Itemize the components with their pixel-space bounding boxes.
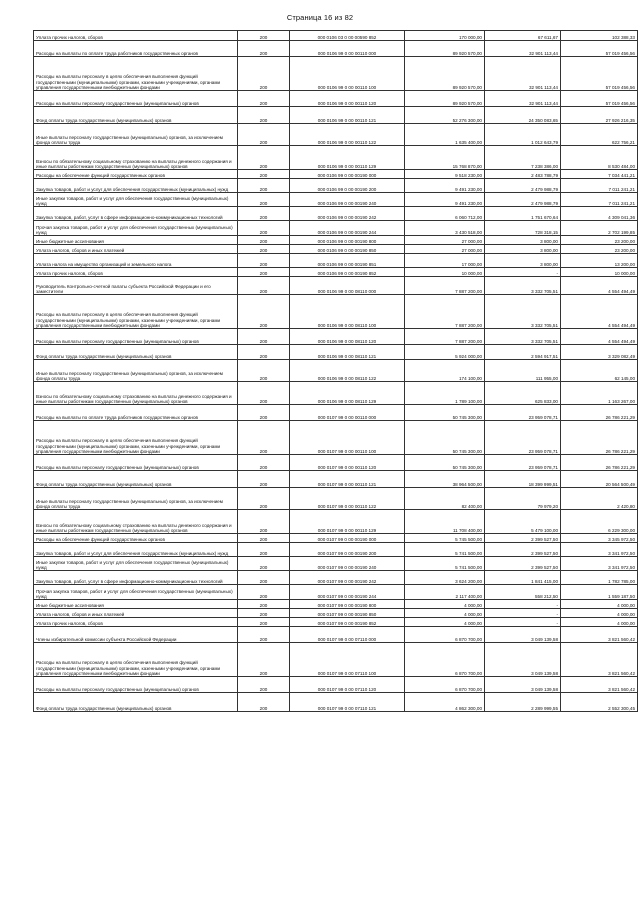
- row-budget-classification-code-cell: 000 0107 99 0 00 00110 120: [290, 455, 405, 471]
- row-approved-amount-cell: 7 887 200,00: [405, 295, 485, 329]
- row-approved-amount-cell: 3 430 518,00: [405, 221, 485, 236]
- row-unexecuted-amount-cell: 3 329 082,49: [561, 345, 638, 360]
- row-budget-classification-code-cell: 000 0106 99 0 00 00190 242: [290, 207, 405, 221]
- row-unexecuted-amount-cell: 7 034 441,21: [561, 170, 638, 179]
- row-line-code-cell: 200: [238, 236, 290, 245]
- row-approved-amount-cell: 7 887 200,00: [405, 329, 485, 345]
- row-executed-amount-cell: 18 399 999,51: [485, 471, 561, 488]
- row-budget-classification-code-cell: 000 0107 99 0 00 00190 850: [290, 609, 405, 618]
- row-unexecuted-amount-cell: 4 309 041,36: [561, 207, 638, 221]
- table-row: [34, 510, 638, 534]
- row-name-cell: Закупка товаров, работ и услуг для обеспечения государственных (муниципальных) нужд: [34, 543, 238, 557]
- row-unexecuted-amount-cell: 3 821 560,42: [561, 677, 638, 693]
- table-row: [34, 405, 638, 421]
- row-budget-classification-code-cell: 000 0106 03 0 00 00590 852: [290, 31, 405, 41]
- row-name-cell: Расходы на выплаты персоналу в целях обеспечения выполнения функций государственными (муниципальными) органами, казенными учреждениями, органами управления государственными внебюджетными фондами: [34, 643, 238, 677]
- row-name-cell: Иные закупки товаров, работ и услуг для обеспечения государственных (муниципальных) нужд: [34, 557, 238, 571]
- table-row: [34, 455, 638, 471]
- row-approved-amount-cell: 9 491 230,00: [405, 193, 485, 207]
- row-name-cell: Руководитель Контрольно-счетной палаты субъекта Российской Федерации и его заместители: [34, 277, 238, 295]
- table-row: [34, 471, 638, 488]
- row-name-cell: Расходы на выплаты персоналу в целях обеспечения выполнения функций государственными (муниципальными) органами, казенными учреждениями, органами управления государственными внебюджетными фондами: [34, 421, 238, 455]
- row-executed-amount-cell: 23 959 078,71: [485, 405, 561, 421]
- row-line-code-cell: 200: [238, 245, 290, 254]
- row-name-cell: Расходы на обеспечение функций государственных органов: [34, 170, 238, 179]
- row-line-code-cell: 200: [238, 221, 290, 236]
- row-unexecuted-amount-cell: 3 341 972,50: [561, 557, 638, 571]
- row-approved-amount-cell: 17 000,00: [405, 254, 485, 268]
- row-name-cell: Иные выплаты персоналу государственных (муниципальных) органов, за исключением фонда оплаты труда: [34, 488, 238, 510]
- row-budget-classification-code-cell: 000 0106 99 0 00 00110 122: [290, 124, 405, 146]
- row-name-cell: Иные закупки товаров, работ и услуг для обеспечения государственных (муниципальных) нужд: [34, 193, 238, 207]
- row-executed-amount-cell: 23 959 078,71: [485, 455, 561, 471]
- row-line-code-cell: 200: [238, 107, 290, 124]
- row-line-code-cell: 200: [238, 360, 290, 382]
- row-line-code-cell: 200: [238, 488, 290, 510]
- row-line-code-cell: 200: [238, 41, 290, 57]
- row-name-cell: Иные бюджетные ассигнования: [34, 236, 238, 245]
- row-unexecuted-amount-cell: 7 011 241,21: [561, 179, 638, 193]
- row-line-code-cell: 200: [238, 627, 290, 643]
- row-executed-amount-cell: -: [485, 618, 561, 627]
- row-unexecuted-amount-cell: 2 702 199,85: [561, 221, 638, 236]
- row-unexecuted-amount-cell: 7 011 241,21: [561, 193, 638, 207]
- row-budget-classification-code-cell: 000 0107 99 0 00 07110 121: [290, 693, 405, 712]
- table-row: [34, 643, 638, 677]
- row-executed-amount-cell: 625 833,00: [485, 382, 561, 405]
- row-unexecuted-amount-cell: 1 559 187,50: [561, 585, 638, 600]
- row-budget-classification-code-cell: 000 0107 99 0 00 00110 000: [290, 405, 405, 421]
- row-line-code-cell: 200: [238, 277, 290, 295]
- table-row: [34, 179, 638, 193]
- row-executed-amount-cell: -: [485, 268, 561, 277]
- row-name-cell: Расходы на выплаты персоналу в целях обеспечения выполнения функций государственными (муниципальными) органами, казенными учреждениями, органами управления государственными внебюджетными фондами: [34, 57, 238, 91]
- row-line-code-cell: 200: [238, 345, 290, 360]
- row-line-code-cell: 200: [238, 382, 290, 405]
- row-approved-amount-cell: 4 000,00: [405, 618, 485, 627]
- table-row: [34, 146, 638, 170]
- row-line-code-cell: 200: [238, 693, 290, 712]
- row-name-cell: Уплата прочих налогов, сборов: [34, 31, 238, 41]
- row-budget-classification-code-cell: 000 0106 99 0 00 00110 000: [290, 41, 405, 57]
- row-approved-amount-cell: 6 870 700,00: [405, 627, 485, 643]
- row-budget-classification-code-cell: 000 0106 99 0 00 08110 129: [290, 382, 405, 405]
- row-approved-amount-cell: 15 768 870,00: [405, 146, 485, 170]
- row-name-cell: Прочая закупка товаров, работ и услуг для обеспечения государственных (муниципальных) нужд: [34, 585, 238, 600]
- row-executed-amount-cell: 558 212,50: [485, 585, 561, 600]
- row-approved-amount-cell: 10 000,00: [405, 268, 485, 277]
- row-name-cell: Уплата налогов, сборов и иных платежей: [34, 609, 238, 618]
- row-unexecuted-amount-cell: 2 552 300,45: [561, 693, 638, 712]
- table-row: [34, 221, 638, 236]
- row-unexecuted-amount-cell: 3 341 972,50: [561, 543, 638, 557]
- table-row: [34, 277, 638, 295]
- row-line-code-cell: 200: [238, 643, 290, 677]
- row-name-cell: Иные выплаты персоналу государственных (муниципальных) органов, за исключением фонда оплаты труда: [34, 124, 238, 146]
- table-row: [34, 236, 638, 245]
- row-line-code-cell: 200: [238, 329, 290, 345]
- row-approved-amount-cell: 5 741 500,00: [405, 543, 485, 557]
- row-line-code-cell: 200: [238, 609, 290, 618]
- row-executed-amount-cell: 23 959 078,71: [485, 421, 561, 455]
- row-budget-classification-code-cell: 000 0106 99 0 00 00190 800: [290, 236, 405, 245]
- row-executed-amount-cell: -: [485, 609, 561, 618]
- row-name-cell: Закупка товаров, работ и услуг для обеспечения государственных (муниципальных) нужд: [34, 179, 238, 193]
- row-line-code-cell: 200: [238, 571, 290, 585]
- row-budget-classification-code-cell: 000 0107 99 0 00 00110 100: [290, 421, 405, 455]
- row-unexecuted-amount-cell: 26 786 221,29: [561, 455, 638, 471]
- row-executed-amount-cell: 1 841 415,00: [485, 571, 561, 585]
- table-row: [34, 245, 638, 254]
- row-name-cell: Иные бюджетные ассигнования: [34, 600, 238, 609]
- row-unexecuted-amount-cell: 3 821 560,42: [561, 643, 638, 677]
- row-executed-amount-cell: 728 318,15: [485, 221, 561, 236]
- row-name-cell: Взносы по обязательному социальному страхованию на выплаты денежного содержания и иные выплаты работникам государственных (муниципальных) органов: [34, 382, 238, 405]
- row-budget-classification-code-cell: 000 0106 99 0 00 00110 120: [290, 91, 405, 107]
- table-row: [34, 600, 638, 609]
- row-approved-amount-cell: 27 000,00: [405, 245, 485, 254]
- row-budget-classification-code-cell: 000 0107 99 0 00 00110 129: [290, 510, 405, 534]
- row-approved-amount-cell: 82 400,00: [405, 488, 485, 510]
- row-line-code-cell: 200: [238, 455, 290, 471]
- table-row: [34, 618, 638, 627]
- row-line-code-cell: 200: [238, 179, 290, 193]
- row-budget-classification-code-cell: 000 0106 99 0 00 00190 244: [290, 221, 405, 236]
- row-name-cell: Члены избирательной комиссии субъекта Российской Федерации: [34, 627, 238, 643]
- row-executed-amount-cell: 2 479 988,79: [485, 179, 561, 193]
- row-executed-amount-cell: 2 483 788,79: [485, 170, 561, 179]
- row-line-code-cell: 200: [238, 534, 290, 543]
- row-line-code-cell: 200: [238, 57, 290, 91]
- row-approved-amount-cell: 3 624 200,00: [405, 571, 485, 585]
- row-budget-classification-code-cell: 000 0107 99 0 00 00190 242: [290, 571, 405, 585]
- row-executed-amount-cell: 3 332 705,51: [485, 295, 561, 329]
- row-budget-classification-code-cell: 000 0106 99 0 00 00190 852: [290, 268, 405, 277]
- row-unexecuted-amount-cell: 2 420,80: [561, 488, 638, 510]
- row-line-code-cell: 200: [238, 91, 290, 107]
- row-budget-classification-code-cell: 000 0106 99 0 00 08110 000: [290, 277, 405, 295]
- table-row: [34, 488, 638, 510]
- row-unexecuted-amount-cell: 6 229 300,00: [561, 510, 638, 534]
- row-approved-amount-cell: 6 870 700,00: [405, 677, 485, 693]
- row-name-cell: Закупка товаров, работ, услуг в сфере информационно-коммуникационных технологий: [34, 207, 238, 221]
- row-unexecuted-amount-cell: 4 000,00: [561, 618, 638, 627]
- row-executed-amount-cell: 3 800,00: [485, 254, 561, 268]
- row-executed-amount-cell: 2 479 988,79: [485, 193, 561, 207]
- row-executed-amount-cell: 111 955,00: [485, 360, 561, 382]
- row-approved-amount-cell: 5 745 500,00: [405, 534, 485, 543]
- row-executed-amount-cell: 3 049 139,58: [485, 627, 561, 643]
- row-line-code-cell: 200: [238, 543, 290, 557]
- row-executed-amount-cell: 32 901 113,44: [485, 57, 561, 91]
- row-name-cell: Иные выплаты персоналу государственных (муниципальных) органов, за исключением фонда оплаты труда: [34, 360, 238, 382]
- row-budget-classification-code-cell: 000 0106 99 0 00 00190 200: [290, 179, 405, 193]
- row-executed-amount-cell: 32 901 113,44: [485, 41, 561, 57]
- row-executed-amount-cell: 79 979,20: [485, 488, 561, 510]
- row-unexecuted-amount-cell: 4 000,00: [561, 600, 638, 609]
- row-executed-amount-cell: 3 332 705,51: [485, 329, 561, 345]
- row-approved-amount-cell: 174 100,00: [405, 360, 485, 382]
- page-number-header: Страница 16 из 82: [286, 13, 354, 22]
- row-budget-classification-code-cell: 000 0107 99 0 00 00110 121: [290, 471, 405, 488]
- row-unexecuted-amount-cell: 20 564 500,49: [561, 471, 638, 488]
- table-row: [34, 254, 638, 268]
- row-executed-amount-cell: -: [485, 600, 561, 609]
- row-name-cell: Фонд оплаты труда государственных (муниципальных) органов: [34, 471, 238, 488]
- row-line-code-cell: 200: [238, 405, 290, 421]
- table-row: [34, 609, 638, 618]
- row-executed-amount-cell: 2 399 527,50: [485, 557, 561, 571]
- row-unexecuted-amount-cell: 27 926 216,35: [561, 107, 638, 124]
- row-name-cell: Уплата прочих налогов, сборов: [34, 268, 238, 277]
- row-approved-amount-cell: 50 745 300,00: [405, 455, 485, 471]
- row-unexecuted-amount-cell: 57 019 456,56: [561, 57, 638, 91]
- row-unexecuted-amount-cell: 4 554 494,49: [561, 329, 638, 345]
- row-executed-amount-cell: 2 399 527,50: [485, 534, 561, 543]
- table-row: [34, 107, 638, 124]
- row-budget-classification-code-cell: 000 0107 99 0 00 07110 120: [290, 677, 405, 693]
- row-executed-amount-cell: 3 049 139,58: [485, 643, 561, 677]
- row-executed-amount-cell: 1 012 643,79: [485, 124, 561, 146]
- row-line-code-cell: 200: [238, 254, 290, 268]
- row-budget-classification-code-cell: 000 0107 99 0 00 00190 000: [290, 534, 405, 543]
- row-approved-amount-cell: 4 000,00: [405, 609, 485, 618]
- row-budget-classification-code-cell: 000 0106 99 0 00 08110 120: [290, 329, 405, 345]
- table-row: [34, 207, 638, 221]
- row-unexecuted-amount-cell: 4 554 494,49: [561, 277, 638, 295]
- row-budget-classification-code-cell: 000 0106 99 0 00 08110 121: [290, 345, 405, 360]
- row-budget-classification-code-cell: 000 0106 99 0 00 00110 100: [290, 57, 405, 91]
- row-name-cell: Фонд оплаты труда государственных (муниципальных) органов: [34, 345, 238, 360]
- table-row: [34, 360, 638, 382]
- row-name-cell: Взносы по обязательному социальному страхованию на выплаты денежного содержания и иные выплаты работникам государственных (муниципальных) органов: [34, 510, 238, 534]
- row-approved-amount-cell: 6 870 700,00: [405, 643, 485, 677]
- row-unexecuted-amount-cell: 1 782 785,00: [561, 571, 638, 585]
- row-approved-amount-cell: 6 060 712,00: [405, 207, 485, 221]
- row-line-code-cell: 200: [238, 510, 290, 534]
- row-approved-amount-cell: 170 000,00: [405, 31, 485, 41]
- table-row: [34, 677, 638, 693]
- table-body: [34, 31, 638, 712]
- row-line-code-cell: 200: [238, 207, 290, 221]
- table-row: [34, 382, 638, 405]
- row-unexecuted-amount-cell: 622 756,21: [561, 124, 638, 146]
- row-unexecuted-amount-cell: 62 145,00: [561, 360, 638, 382]
- row-name-cell: Расходы на выплаты по оплате труда работников государственных органов: [34, 41, 238, 57]
- row-unexecuted-amount-cell: 8 530 484,00: [561, 146, 638, 170]
- row-approved-amount-cell: 89 920 570,00: [405, 57, 485, 91]
- row-executed-amount-cell: 3 049 139,58: [485, 677, 561, 693]
- row-approved-amount-cell: 9 518 230,00: [405, 170, 485, 179]
- row-budget-classification-code-cell: 000 0107 99 0 00 00190 852: [290, 618, 405, 627]
- row-name-cell: Расходы на выплаты персоналу государственных (муниципальных) органов: [34, 329, 238, 345]
- row-line-code-cell: 200: [238, 124, 290, 146]
- row-line-code-cell: 200: [238, 295, 290, 329]
- row-name-cell: Уплата налога на имущество организаций и земельного налога: [34, 254, 238, 268]
- row-budget-classification-code-cell: 000 0106 99 0 00 00110 121: [290, 107, 405, 124]
- row-name-cell: Расходы на выплаты персоналу государственных (муниципальных) органов: [34, 91, 238, 107]
- row-name-cell: Уплата прочих налогов, сборов: [34, 618, 238, 627]
- row-name-cell: Фонд оплаты труда государственных (муниципальных) органов: [34, 693, 238, 712]
- row-executed-amount-cell: 67 611,67: [485, 31, 561, 41]
- row-line-code-cell: 200: [238, 585, 290, 600]
- row-name-cell: Закупка товаров, работ, услуг в сфере информационно-коммуникационных технологий: [34, 571, 238, 585]
- row-approved-amount-cell: 89 920 570,00: [405, 91, 485, 107]
- row-approved-amount-cell: 5 924 000,00: [405, 345, 485, 360]
- table-row: [34, 693, 638, 712]
- row-approved-amount-cell: 1 789 100,00: [405, 382, 485, 405]
- row-name-cell: Уплата налогов, сборов и иных платежей: [34, 245, 238, 254]
- row-budget-classification-code-cell: 000 0107 99 0 00 00110 122: [290, 488, 405, 510]
- row-unexecuted-amount-cell: 4 554 494,49: [561, 295, 638, 329]
- row-executed-amount-cell: 3 332 705,51: [485, 277, 561, 295]
- row-line-code-cell: 200: [238, 557, 290, 571]
- row-approved-amount-cell: 1 635 400,00: [405, 124, 485, 146]
- row-unexecuted-amount-cell: 4 000,00: [561, 609, 638, 618]
- row-line-code-cell: 200: [238, 471, 290, 488]
- row-line-code-cell: 200: [238, 193, 290, 207]
- row-approved-amount-cell: 2 117 400,00: [405, 585, 485, 600]
- table-row: [34, 345, 638, 360]
- table-row: [34, 91, 638, 107]
- row-budget-classification-code-cell: 000 0107 99 0 00 00190 244: [290, 585, 405, 600]
- table-row: [34, 295, 638, 329]
- row-executed-amount-cell: 2 399 527,50: [485, 543, 561, 557]
- row-approved-amount-cell: 7 887 200,00: [405, 277, 485, 295]
- table-row: [34, 124, 638, 146]
- row-executed-amount-cell: 32 901 113,44: [485, 91, 561, 107]
- row-approved-amount-cell: 9 491 230,00: [405, 179, 485, 193]
- table-row: [34, 268, 638, 277]
- row-approved-amount-cell: 5 741 500,00: [405, 557, 485, 571]
- table-row: [34, 534, 638, 543]
- row-line-code-cell: 200: [238, 268, 290, 277]
- row-executed-amount-cell: 2 289 999,55: [485, 693, 561, 712]
- row-unexecuted-amount-cell: 57 019 456,56: [561, 41, 638, 57]
- row-unexecuted-amount-cell: 23 200,00: [561, 245, 638, 254]
- row-approved-amount-cell: 27 000,00: [405, 236, 485, 245]
- row-unexecuted-amount-cell: 26 786 221,29: [561, 405, 638, 421]
- table-row: [34, 585, 638, 600]
- row-line-code-cell: 200: [238, 600, 290, 609]
- row-line-code-cell: 200: [238, 146, 290, 170]
- row-executed-amount-cell: 24 350 083,65: [485, 107, 561, 124]
- row-executed-amount-cell: 7 238 386,00: [485, 146, 561, 170]
- row-budget-classification-code-cell: 000 0107 99 0 00 07110 100: [290, 643, 405, 677]
- table-row: [34, 31, 638, 41]
- table-row: [34, 193, 638, 207]
- row-name-cell: Прочая закупка товаров, работ и услуг для обеспечения государственных (муниципальных) нужд: [34, 221, 238, 236]
- row-name-cell: Расходы на выплаты персоналу государственных (муниципальных) органов: [34, 455, 238, 471]
- row-unexecuted-amount-cell: 13 200,00: [561, 254, 638, 268]
- row-line-code-cell: 200: [238, 677, 290, 693]
- row-budget-classification-code-cell: 000 0106 99 0 00 00190 851: [290, 254, 405, 268]
- row-name-cell: Расходы на выплаты по оплате труда работников государственных органов: [34, 405, 238, 421]
- row-budget-classification-code-cell: 000 0107 99 0 00 07110 000: [290, 627, 405, 643]
- row-name-cell: Расходы на выплаты персоналу государственных (муниципальных) органов: [34, 677, 238, 693]
- budget-execution-table: [33, 30, 638, 712]
- row-unexecuted-amount-cell: 3 821 560,42: [561, 627, 638, 643]
- row-line-code-cell: 200: [238, 618, 290, 627]
- row-executed-amount-cell: 5 479 100,00: [485, 510, 561, 534]
- row-approved-amount-cell: 4 862 300,00: [405, 693, 485, 712]
- row-budget-classification-code-cell: 000 0106 99 0 00 00190 850: [290, 245, 405, 254]
- row-executed-amount-cell: 2 594 917,51: [485, 345, 561, 360]
- table-row: [34, 41, 638, 57]
- row-approved-amount-cell: 4 000,00: [405, 600, 485, 609]
- row-approved-amount-cell: 11 708 400,00: [405, 510, 485, 534]
- row-approved-amount-cell: 50 745 300,00: [405, 405, 485, 421]
- row-budget-classification-code-cell: 000 0107 99 0 00 00190 200: [290, 543, 405, 557]
- row-budget-classification-code-cell: 000 0106 99 0 00 00190 240: [290, 193, 405, 207]
- table-row: [34, 543, 638, 557]
- table-row: [34, 57, 638, 91]
- table-row: [34, 571, 638, 585]
- row-budget-classification-code-cell: 000 0106 99 0 00 00190 000: [290, 170, 405, 179]
- table-row: [34, 421, 638, 455]
- row-approved-amount-cell: 89 920 570,00: [405, 41, 485, 57]
- row-budget-classification-code-cell: 000 0107 99 0 00 00190 800: [290, 600, 405, 609]
- table-row: [34, 170, 638, 179]
- row-budget-classification-code-cell: 000 0106 99 0 00 08110 100: [290, 295, 405, 329]
- table-row: [34, 627, 638, 643]
- row-unexecuted-amount-cell: 1 163 267,00: [561, 382, 638, 405]
- row-unexecuted-amount-cell: 102 388,33: [561, 31, 638, 41]
- row-line-code-cell: 200: [238, 170, 290, 179]
- row-approved-amount-cell: 52 276 300,00: [405, 107, 485, 124]
- row-unexecuted-amount-cell: 26 786 221,29: [561, 421, 638, 455]
- table-row: [34, 557, 638, 571]
- row-budget-classification-code-cell: 000 0106 99 0 00 00110 129: [290, 146, 405, 170]
- row-name-cell: Фонд оплаты труда государственных (муниципальных) органов: [34, 107, 238, 124]
- row-unexecuted-amount-cell: 3 345 972,50: [561, 534, 638, 543]
- row-line-code-cell: 200: [238, 31, 290, 41]
- row-budget-classification-code-cell: 000 0107 99 0 00 00190 240: [290, 557, 405, 571]
- table-row: [34, 329, 638, 345]
- row-approved-amount-cell: 50 745 300,00: [405, 421, 485, 455]
- row-unexecuted-amount-cell: 10 000,00: [561, 268, 638, 277]
- row-executed-amount-cell: 3 800,00: [485, 236, 561, 245]
- row-name-cell: Расходы на выплаты персоналу в целях обеспечения выполнения функций государственными (муниципальными) органами, казенными учреждениями, органами управления государственными внебюджетными фондами: [34, 295, 238, 329]
- row-name-cell: Взносы по обязательному социальному страхованию на выплаты денежного содержания и иные выплаты работникам государственных (муниципальных) органов: [34, 146, 238, 170]
- row-unexecuted-amount-cell: 23 200,00: [561, 236, 638, 245]
- row-budget-classification-code-cell: 000 0106 99 0 00 08110 122: [290, 360, 405, 382]
- row-unexecuted-amount-cell: 57 019 456,56: [561, 91, 638, 107]
- row-executed-amount-cell: 1 751 670,64: [485, 207, 561, 221]
- row-line-code-cell: 200: [238, 421, 290, 455]
- row-approved-amount-cell: 38 964 500,00: [405, 471, 485, 488]
- row-executed-amount-cell: 3 800,00: [485, 245, 561, 254]
- row-name-cell: Расходы на обеспечение функций государственных органов: [34, 534, 238, 543]
